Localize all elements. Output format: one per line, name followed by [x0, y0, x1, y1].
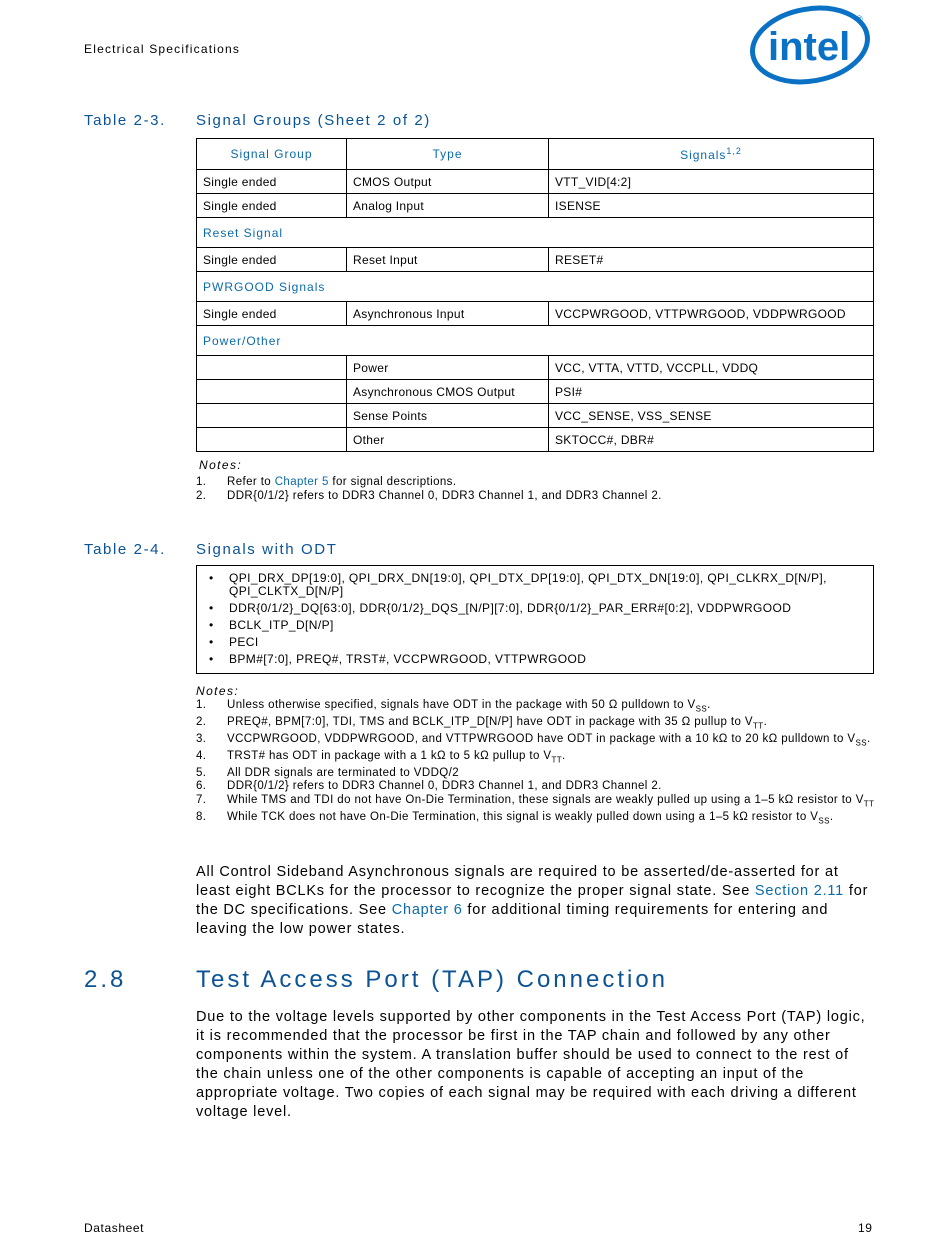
table-2-4-notes: [196, 699, 876, 828]
cell-signals: RESET#: [549, 248, 874, 272]
table-2-4-caption: [84, 541, 337, 558]
note-item: 5. All DDR signals are terminated to VDDQ/2: [196, 766, 460, 779]
cell-signals: VCC, VTTA, VTTD, VCCPLL, VDDQ: [549, 356, 874, 380]
table-title: Signal Groups (Sheet 2 of 2): [196, 112, 431, 129]
cell-signals: SKTOCC#, DBR#: [549, 428, 874, 452]
cell-group: Single ended: [197, 302, 347, 326]
cell-group: Single ended: [197, 194, 347, 218]
section-number: 2.8: [84, 966, 127, 993]
note-item: 3. VCCPWRGOOD, VDDPWRGOOD, and VTTPWRGOOD have ODT in package with a 10 kΩ to 20 kΩ pulldown to $V_{SS}$.: [196, 732, 871, 748]
cell-type: Other: [347, 428, 549, 452]
section-2-11-link[interactable]: Section 2.11: [754, 883, 845, 899]
table-number: Table 2-4.: [84, 541, 166, 558]
column-header: Type: [347, 139, 549, 170]
note-item: 4. TRST# has ODT in package with a 1 kΩ to 5 kΩ pullup to $V_{TT}$.: [196, 749, 566, 764]
section-label: PWRGOOD Signals: [197, 272, 874, 302]
cell-signals: VCC_SENSE, VSS_SENSE: [549, 404, 874, 428]
table-row: [197, 404, 874, 428]
cell-type: Power: [347, 356, 549, 380]
table-row: [197, 428, 874, 452]
svg-text:intel: intel: [768, 25, 851, 69]
cell-signals: VTT_VID[4:2]: [549, 170, 874, 194]
svg-text:®: ®: [856, 14, 863, 24]
footer-left: Datasheet: [84, 1221, 145, 1235]
intel-logo: [748, 2, 874, 88]
table-2-3-caption: [84, 112, 431, 129]
table-row: [197, 380, 874, 404]
cell-type: Asynchronous CMOS Output: [347, 380, 549, 404]
section-label: Power/Other: [197, 326, 874, 356]
note-item: 7. While TMS and TDI do not have On-Die Termination, these signals are weakly pulled up using a 1–5 kΩ resistor to $V_{TT}$: [196, 793, 875, 809]
table-row: [197, 194, 874, 218]
cell-type: CMOS Output: [347, 170, 549, 194]
note-item: 8. While TCK does not have On-Die Termination, this signal is weakly pulled down using a 1–5 kΩ resistor to $V_{SS}$.: [196, 810, 834, 825]
cell-signals: PSI#: [549, 380, 874, 404]
table-number: Table 2-3.: [84, 112, 166, 129]
section-label: Reset Signal: [197, 218, 874, 248]
cell-type: Sense Points: [347, 404, 549, 428]
cell-type: Reset Input: [347, 248, 549, 272]
tap-paragraph: Due to the voltage levels supported by other components in the Test Access Port (TAP) logic, it is recommended that the processor be first in the TAP chain and followed by any other components within the system. A translation buffer should be used to connect to the rest of the chain unless one of the other components is capable of accepting an input of the appropriate voltage. Two copies of each signal may be required with each driving a different voltage level.: [196, 1009, 866, 1120]
note-item: 1. Refer to Chapter 5 for signal descriptions.: [196, 476, 457, 488]
signal-groups-table: [196, 138, 874, 452]
cell-group: [197, 404, 347, 428]
cell-signals: VCCPWRGOOD, VTTPWRGOOD, VDDPWRGOOD: [549, 302, 874, 326]
column-header: Signal Group: [197, 139, 347, 170]
table-row: [197, 248, 874, 272]
table-2-4-notes-label: Notes:: [196, 684, 240, 698]
column-header: Signals$^{1,2}$: [549, 139, 874, 170]
cell-group: Single ended: [197, 170, 347, 194]
running-header: Electrical Specifications: [84, 42, 241, 56]
section-title: Test Access Port (TAP) Connection: [196, 966, 669, 993]
table-header-row: [197, 139, 874, 170]
chapter-6-link[interactable]: Chapter 6: [391, 902, 463, 918]
cell-type: Asynchronous Input: [347, 302, 549, 326]
table-2-3-notes-label: Notes:: [199, 458, 243, 472]
cell-group: [197, 356, 347, 380]
list-item: • QPI_DRX_DP[19:0], QPI_DRX_DN[19:0], QPI_DTX_DP[19:0], QPI_DTX_DN[19:0], QPI_CLKRX_D[N/P], QPI_CLKTX_D[N/P]: [197, 572, 873, 598]
table-section-row: [197, 272, 874, 302]
sideband-paragraph: All Control Sideband Asynchronous signals are required to be asserted/de-asserted for at least eight BCLKs for the processor to recognize the proper signal state. See Section 2.11 for the DC specifications. See Chapter 6 for additional timing requirements for entering and leaving the low power states.: [196, 864, 869, 937]
cell-group: Single ended: [197, 248, 347, 272]
table-2-3-notes: [196, 476, 876, 503]
page-number: 19: [858, 1221, 873, 1235]
cell-group: [197, 380, 347, 404]
cell-type: Analog Input: [347, 194, 549, 218]
note-item: 2. DDR{0/1/2} refers to DDR3 Channel 0, DDR3 Channel 1, and DDR3 Channel 2.: [196, 489, 662, 502]
section-heading: [84, 966, 668, 994]
table-row: [197, 356, 874, 380]
table-section-row: [197, 326, 874, 356]
signals-with-odt-box: [196, 565, 874, 674]
table-row: [197, 170, 874, 194]
cell-signals: ISENSE: [549, 194, 874, 218]
cell-group: [197, 428, 347, 452]
list-item: • PECI: [197, 636, 873, 649]
note-item: 6. DDR{0/1/2} refers to DDR3 Channel 0, DDR3 Channel 1, and DDR3 Channel 2.: [196, 780, 662, 793]
table-title: Signals with ODT: [196, 541, 338, 558]
table-row: [197, 302, 874, 326]
list-item: • BCLK_ITP_D[N/P]: [197, 619, 873, 632]
chapter-5-link[interactable]: Chapter 5: [274, 476, 329, 488]
list-item: • DDR{0/1/2}_DQ[63:0], DDR{0/1/2}_DQS_[N/P][7:0], DDR{0/1/2}_PAR_ERR#[0:2], VDDPWRGOOD: [197, 602, 873, 615]
note-item: 2. PREQ#, BPM[7:0], TDI, TMS and BCLK_ITP_D[N/P] have ODT in package with 35 Ω pullup to $V_{TT}$.: [196, 715, 768, 731]
table-section-row: [197, 218, 874, 248]
list-item: • BPM#[7:0], PREQ#, TRST#, VCCPWRGOOD, VTTPWRGOOD: [197, 653, 873, 666]
note-item: 1. Unless otherwise specified, signals have ODT in the package with 50 Ω pulldown to $V_{SS}$.: [196, 699, 711, 714]
